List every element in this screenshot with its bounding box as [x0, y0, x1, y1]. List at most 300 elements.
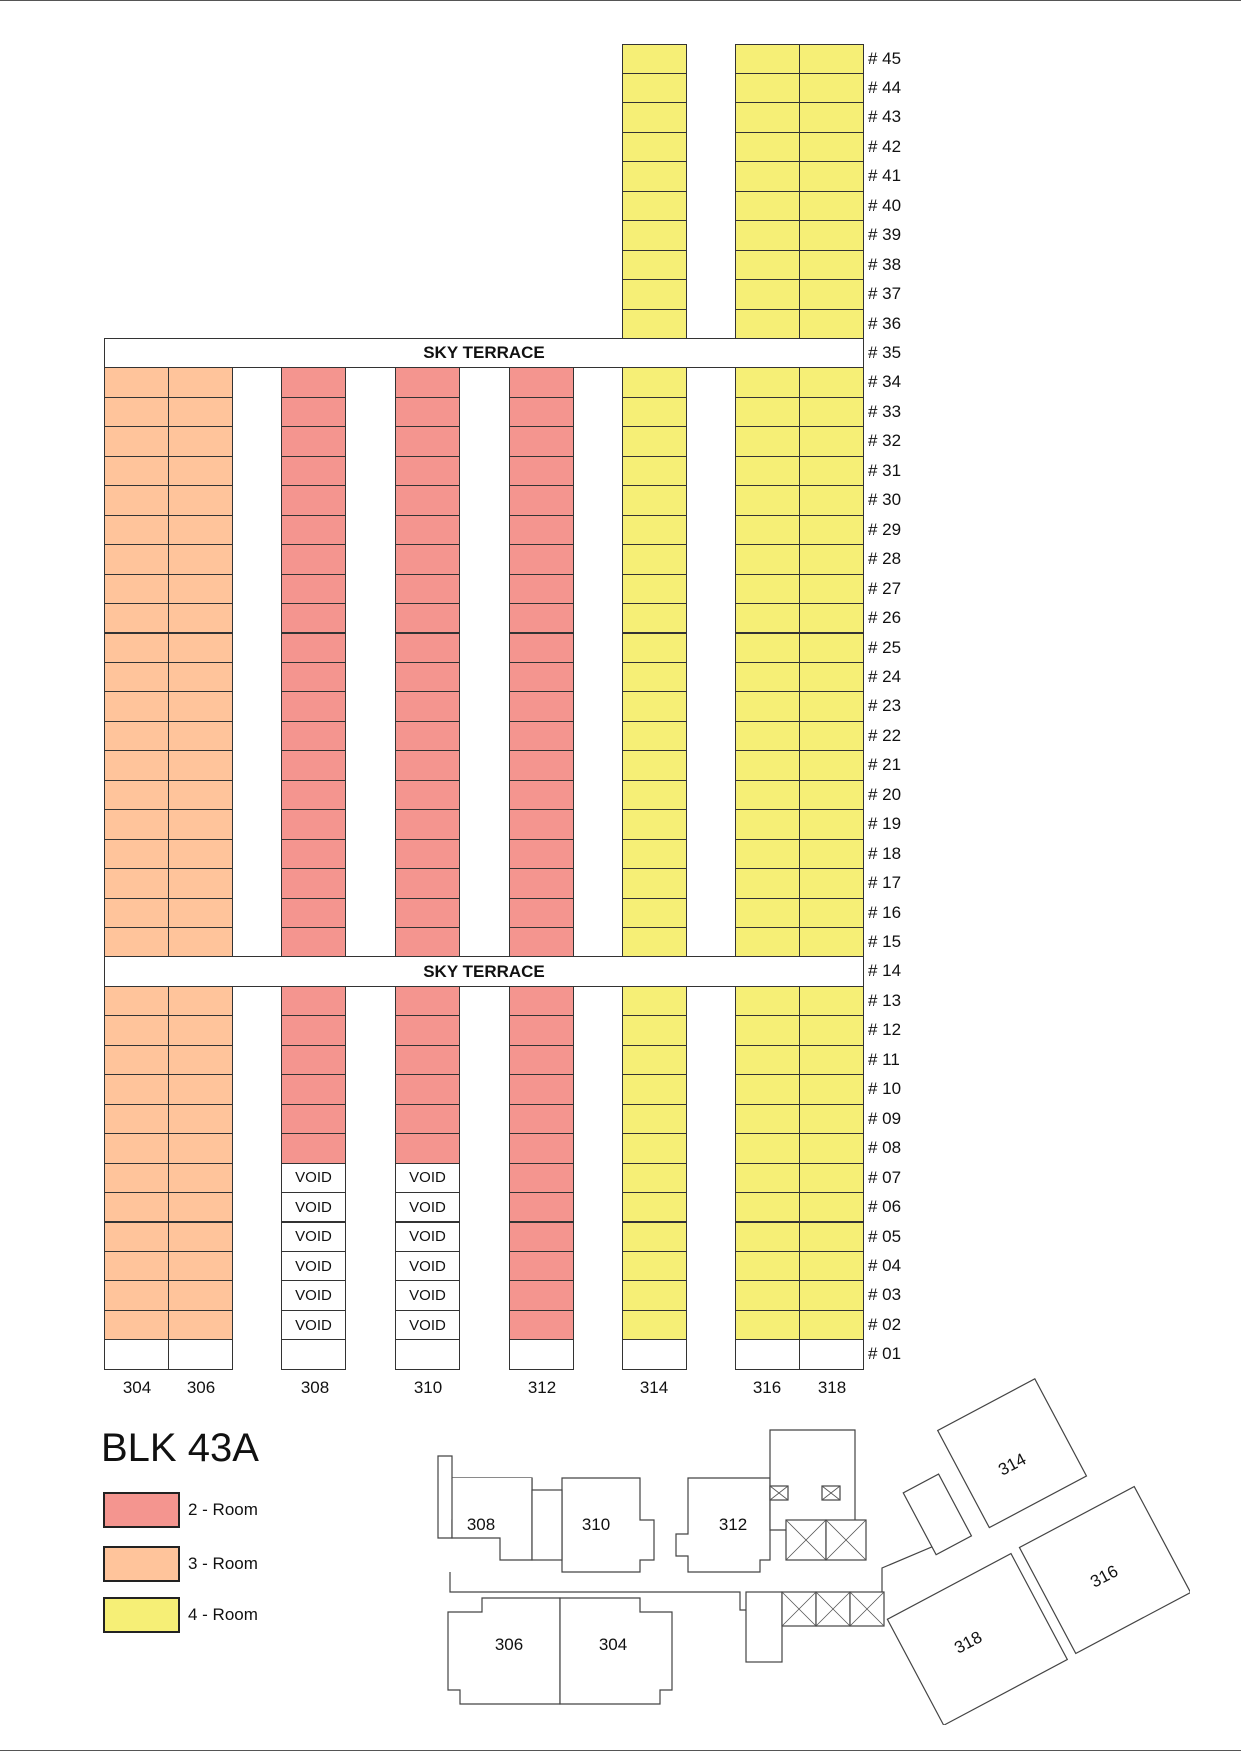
- void-cell: VOID: [281, 1280, 346, 1310]
- unit-cell-316: [735, 1074, 800, 1104]
- key-plan: [430, 1355, 1190, 1725]
- plan-stair-core: [532, 1490, 562, 1560]
- unit-cell-310: [395, 839, 460, 869]
- unit-cell-306: [168, 691, 233, 721]
- plan-service-block: [770, 1430, 855, 1530]
- unit-label-314: 314: [639, 1378, 669, 1397]
- floor-label: # 21: [868, 755, 902, 775]
- void-cell: VOID: [281, 1222, 346, 1252]
- unit-cell-314: [622, 456, 687, 486]
- unit-cell-314: [622, 1251, 687, 1281]
- unit-cell-304: [104, 544, 169, 574]
- unit-cell-310: [395, 1015, 460, 1045]
- unit-cell-308: [281, 1133, 346, 1163]
- floor-label: # 10: [868, 1079, 902, 1099]
- unit-cell-316: [735, 367, 800, 397]
- unit-cell-312: [509, 515, 574, 545]
- unit-cell-312: [509, 721, 574, 751]
- unit-cell-308: [281, 1045, 346, 1075]
- unit-cell-312: [509, 1222, 574, 1252]
- unit-cell-314: [622, 485, 687, 515]
- unit-cell-312: [509, 633, 574, 663]
- unit-cell-306: [168, 633, 233, 663]
- unit-cell-308: [281, 662, 346, 692]
- unit-cell-304: [104, 1104, 169, 1134]
- unit-cell-306: [168, 1192, 233, 1222]
- unit-cell-314: [622, 1163, 687, 1193]
- unit-cell-314: [622, 839, 687, 869]
- unit-cell-310: [395, 780, 460, 810]
- unit-cell-310: [395, 1045, 460, 1075]
- unit-cell-316: [735, 220, 800, 250]
- void-cell: VOID: [395, 1310, 460, 1340]
- unit-cell-304: [104, 750, 169, 780]
- unit-cell-310: [395, 750, 460, 780]
- unit-cell-306: [168, 662, 233, 692]
- unit-cell-310: [395, 809, 460, 839]
- unit-cell-318: [799, 1222, 864, 1252]
- ground-floor-cell: [168, 1339, 233, 1369]
- unit-cell-312: [509, 544, 574, 574]
- unit-label-316: 316: [752, 1378, 782, 1397]
- unit-cell-312: [509, 1163, 574, 1193]
- unit-cell-304: [104, 426, 169, 456]
- unit-cell-314: [622, 397, 687, 427]
- unit-cell-318: [799, 397, 864, 427]
- unit-cell-318: [799, 485, 864, 515]
- unit-cell-310: [395, 367, 460, 397]
- unit-cell-304: [104, 1133, 169, 1163]
- unit-cell-318: [799, 220, 864, 250]
- unit-cell-312: [509, 1280, 574, 1310]
- unit-cell-304: [104, 691, 169, 721]
- unit-cell-318: [799, 44, 864, 74]
- unit-cell-316: [735, 633, 800, 663]
- unit-cell-304: [104, 1192, 169, 1222]
- legend-label-3-room: 3 - Room: [188, 1554, 258, 1573]
- unit-cell-314: [622, 1015, 687, 1045]
- unit-cell-310: [395, 986, 460, 1016]
- unit-cell-316: [735, 1310, 800, 1340]
- unit-cell-308: [281, 868, 346, 898]
- unit-cell-318: [799, 191, 864, 221]
- unit-cell-316: [735, 780, 800, 810]
- unit-cell-318: [799, 426, 864, 456]
- plan-label-314: 314: [995, 1449, 1030, 1480]
- unit-cell-308: [281, 986, 346, 1016]
- unit-cell-310: [395, 485, 460, 515]
- unit-cell-314: [622, 1280, 687, 1310]
- unit-cell-312: [509, 1192, 574, 1222]
- unit-cell-308: [281, 1104, 346, 1134]
- floor-label: # 02: [868, 1314, 902, 1334]
- unit-cell-310: [395, 426, 460, 456]
- unit-cell-304: [104, 1163, 169, 1193]
- unit-cell-318: [799, 1251, 864, 1281]
- unit-cell-310: [395, 927, 460, 957]
- floor-label: # 08: [868, 1138, 902, 1158]
- unit-cell-304: [104, 485, 169, 515]
- void-cell: VOID: [281, 1310, 346, 1340]
- unit-cell-314: [622, 309, 687, 339]
- unit-cell-316: [735, 839, 800, 869]
- floor-label: # 18: [868, 843, 902, 863]
- unit-cell-318: [799, 662, 864, 692]
- plan-label-308: 308: [466, 1515, 496, 1534]
- unit-cell-314: [622, 132, 687, 162]
- floor-label: # 12: [868, 1020, 902, 1040]
- void-cell: VOID: [281, 1163, 346, 1193]
- floor-label: # 01: [868, 1344, 902, 1364]
- unit-cell-316: [735, 426, 800, 456]
- unit-cell-312: [509, 809, 574, 839]
- unit-cell-316: [735, 1163, 800, 1193]
- unit-label-306: 306: [186, 1378, 216, 1397]
- unit-label-318: 318: [817, 1378, 847, 1397]
- floor-label: # 44: [868, 77, 902, 97]
- unit-cell-310: [395, 721, 460, 751]
- unit-cell-314: [622, 603, 687, 633]
- floor-label: # 23: [868, 696, 902, 716]
- floor-label: # 33: [868, 401, 902, 421]
- plan-unit-314-stair: [903, 1474, 971, 1555]
- legend-swatch-2-room: [103, 1492, 180, 1528]
- unit-cell-306: [168, 1222, 233, 1252]
- unit-cell-304: [104, 633, 169, 663]
- unit-cell-310: [395, 691, 460, 721]
- legend-swatch-3-room: [103, 1546, 180, 1582]
- floor-label: # 37: [868, 284, 902, 304]
- unit-cell-316: [735, 132, 800, 162]
- unit-cell-318: [799, 1045, 864, 1075]
- unit-cell-312: [509, 1104, 574, 1134]
- unit-cell-308: [281, 544, 346, 574]
- unit-cell-308: [281, 750, 346, 780]
- floor-label: # 03: [868, 1285, 902, 1305]
- unit-cell-314: [622, 633, 687, 663]
- void-cell: VOID: [395, 1251, 460, 1281]
- unit-cell-318: [799, 633, 864, 663]
- floor-label: # 05: [868, 1226, 902, 1246]
- unit-cell-318: [799, 1192, 864, 1222]
- unit-cell-306: [168, 603, 233, 633]
- unit-cell-310: [395, 397, 460, 427]
- unit-cell-314: [622, 721, 687, 751]
- unit-cell-316: [735, 1133, 800, 1163]
- unit-cell-312: [509, 1045, 574, 1075]
- unit-cell-306: [168, 1133, 233, 1163]
- unit-cell-314: [622, 868, 687, 898]
- unit-cell-304: [104, 1015, 169, 1045]
- unit-cell-304: [104, 1045, 169, 1075]
- unit-cell-304: [104, 367, 169, 397]
- floor-label: # 04: [868, 1255, 902, 1275]
- unit-cell-308: [281, 691, 346, 721]
- unit-cell-318: [799, 1074, 864, 1104]
- unit-cell-310: [395, 633, 460, 663]
- floor-label: # 35: [868, 343, 902, 362]
- unit-cell-316: [735, 250, 800, 280]
- plan-lower-stair: [746, 1592, 782, 1662]
- unit-cell-306: [168, 1280, 233, 1310]
- unit-cell-306: [168, 868, 233, 898]
- unit-label-304: 304: [122, 1378, 152, 1397]
- unit-cell-304: [104, 898, 169, 928]
- plan-label-318: 318: [951, 1627, 986, 1658]
- floor-label: # 34: [868, 372, 902, 392]
- unit-cell-316: [735, 662, 800, 692]
- unit-cell-306: [168, 927, 233, 957]
- unit-cell-312: [509, 780, 574, 810]
- floor-label: # 31: [868, 460, 902, 480]
- floor-label: # 40: [868, 195, 902, 215]
- floor-label: # 14: [868, 961, 902, 981]
- unit-cell-318: [799, 986, 864, 1016]
- unit-cell-304: [104, 986, 169, 1016]
- unit-cell-308: [281, 603, 346, 633]
- unit-cell-312: [509, 1133, 574, 1163]
- unit-cell-306: [168, 1251, 233, 1281]
- floor-label: # 43: [868, 107, 902, 127]
- unit-cell-314: [622, 515, 687, 545]
- unit-cell-318: [799, 809, 864, 839]
- unit-cell-314: [622, 1192, 687, 1222]
- floor-label: # 16: [868, 902, 902, 922]
- void-cell: VOID: [281, 1192, 346, 1222]
- unit-cell-312: [509, 839, 574, 869]
- unit-cell-318: [799, 927, 864, 957]
- unit-cell-318: [799, 367, 864, 397]
- unit-cell-312: [509, 456, 574, 486]
- floor-label: # 45: [868, 48, 902, 68]
- floor-label: # 42: [868, 136, 902, 156]
- unit-cell-316: [735, 44, 800, 74]
- unit-cell-306: [168, 426, 233, 456]
- unit-cell-318: [799, 1133, 864, 1163]
- unit-cell-314: [622, 809, 687, 839]
- unit-cell-314: [622, 780, 687, 810]
- unit-cell-316: [735, 691, 800, 721]
- unit-label-310: 310: [413, 1378, 443, 1397]
- unit-cell-312: [509, 868, 574, 898]
- unit-cell-314: [622, 44, 687, 74]
- unit-cell-304: [104, 780, 169, 810]
- unit-cell-314: [622, 161, 687, 191]
- unit-cell-316: [735, 1222, 800, 1252]
- unit-cell-318: [799, 574, 864, 604]
- unit-cell-306: [168, 397, 233, 427]
- unit-cell-306: [168, 986, 233, 1016]
- unit-cell-314: [622, 986, 687, 1016]
- unit-cell-306: [168, 1015, 233, 1045]
- unit-cell-314: [622, 1045, 687, 1075]
- unit-cell-306: [168, 839, 233, 869]
- unit-cell-310: [395, 515, 460, 545]
- unit-cell-314: [622, 1222, 687, 1252]
- unit-cell-314: [622, 279, 687, 309]
- unit-cell-318: [799, 868, 864, 898]
- unit-cell-314: [622, 662, 687, 692]
- unit-cell-304: [104, 574, 169, 604]
- unit-cell-304: [104, 839, 169, 869]
- unit-cell-314: [622, 250, 687, 280]
- unit-cell-310: [395, 1133, 460, 1163]
- unit-cell-316: [735, 809, 800, 839]
- unit-cell-316: [735, 1015, 800, 1045]
- unit-cell-314: [622, 102, 687, 132]
- floor-label: # 09: [868, 1108, 902, 1128]
- unit-cell-314: [622, 574, 687, 604]
- unit-cell-316: [735, 603, 800, 633]
- unit-cell-310: [395, 574, 460, 604]
- unit-cell-314: [622, 73, 687, 103]
- unit-cell-318: [799, 1163, 864, 1193]
- unit-cell-314: [622, 191, 687, 221]
- unit-cell-310: [395, 868, 460, 898]
- void-cell: VOID: [395, 1280, 460, 1310]
- unit-cell-318: [799, 132, 864, 162]
- unit-cell-312: [509, 426, 574, 456]
- unit-cell-312: [509, 898, 574, 928]
- unit-cell-316: [735, 73, 800, 103]
- block-title: BLK 43A: [101, 1426, 259, 1470]
- unit-cell-312: [509, 750, 574, 780]
- unit-cell-316: [735, 898, 800, 928]
- legend-label-2-room: 2 - Room: [188, 1500, 258, 1519]
- unit-cell-312: [509, 1310, 574, 1340]
- unit-cell-308: [281, 397, 346, 427]
- unit-cell-306: [168, 898, 233, 928]
- floor-label: # 36: [868, 313, 902, 333]
- unit-cell-318: [799, 1280, 864, 1310]
- sky-terrace-35: SKY TERRACE: [104, 338, 864, 368]
- unit-cell-314: [622, 220, 687, 250]
- unit-cell-318: [799, 279, 864, 309]
- sky-terrace-14: SKY TERRACE: [104, 956, 864, 986]
- floor-label: # 20: [868, 784, 902, 804]
- unit-cell-310: [395, 456, 460, 486]
- unit-cell-316: [735, 279, 800, 309]
- unit-cell-310: [395, 1074, 460, 1104]
- unit-cell-306: [168, 809, 233, 839]
- plan-label-312: 312: [718, 1515, 748, 1534]
- unit-cell-316: [735, 986, 800, 1016]
- ground-floor-cell: [104, 1339, 169, 1369]
- unit-cell-316: [735, 309, 800, 339]
- unit-cell-316: [735, 515, 800, 545]
- unit-cell-308: [281, 780, 346, 810]
- unit-cell-314: [622, 367, 687, 397]
- unit-cell-318: [799, 102, 864, 132]
- unit-cell-306: [168, 1104, 233, 1134]
- unit-cell-316: [735, 1280, 800, 1310]
- unit-cell-316: [735, 927, 800, 957]
- unit-cell-304: [104, 456, 169, 486]
- plan-label-306: 306: [494, 1635, 524, 1654]
- unit-cell-306: [168, 544, 233, 574]
- unit-cell-316: [735, 485, 800, 515]
- unit-cell-308: [281, 721, 346, 751]
- unit-cell-316: [735, 161, 800, 191]
- unit-cell-308: [281, 426, 346, 456]
- unit-cell-318: [799, 161, 864, 191]
- floor-label: # 28: [868, 549, 902, 569]
- unit-cell-304: [104, 809, 169, 839]
- floor-label: # 39: [868, 225, 902, 245]
- unit-cell-306: [168, 456, 233, 486]
- unit-cell-314: [622, 750, 687, 780]
- plan-label-316: 316: [1087, 1561, 1122, 1592]
- unit-label-312: 312: [527, 1378, 557, 1397]
- unit-cell-304: [104, 1074, 169, 1104]
- unit-label-308: 308: [300, 1378, 330, 1397]
- floor-label: # 41: [868, 166, 902, 186]
- unit-cell-316: [735, 750, 800, 780]
- unit-cell-310: [395, 898, 460, 928]
- void-cell: VOID: [281, 1251, 346, 1281]
- floor-label: # 06: [868, 1197, 902, 1217]
- floor-label: # 24: [868, 666, 902, 686]
- unit-cell-316: [735, 1045, 800, 1075]
- unit-cell-304: [104, 603, 169, 633]
- unit-cell-312: [509, 662, 574, 692]
- unit-cell-318: [799, 456, 864, 486]
- unit-cell-304: [104, 1222, 169, 1252]
- floor-label: # 25: [868, 637, 902, 657]
- floor-label: # 07: [868, 1167, 902, 1187]
- unit-cell-308: [281, 898, 346, 928]
- unit-cell-308: [281, 367, 346, 397]
- floor-label: # 22: [868, 725, 902, 745]
- unit-cell-308: [281, 1015, 346, 1045]
- unit-cell-312: [509, 691, 574, 721]
- unit-cell-306: [168, 1045, 233, 1075]
- unit-cell-318: [799, 250, 864, 280]
- unit-cell-318: [799, 1015, 864, 1045]
- unit-cell-316: [735, 1192, 800, 1222]
- unit-cell-308: [281, 809, 346, 839]
- unit-cell-314: [622, 927, 687, 957]
- floor-label: # 38: [868, 254, 902, 274]
- unit-cell-318: [799, 691, 864, 721]
- unit-cell-312: [509, 1074, 574, 1104]
- unit-cell-304: [104, 868, 169, 898]
- unit-cell-318: [799, 1310, 864, 1340]
- unit-cell-306: [168, 1310, 233, 1340]
- unit-cell-304: [104, 515, 169, 545]
- unit-cell-314: [622, 691, 687, 721]
- unit-cell-304: [104, 721, 169, 751]
- unit-cell-314: [622, 1074, 687, 1104]
- unit-cell-314: [622, 1310, 687, 1340]
- unit-cell-316: [735, 191, 800, 221]
- unit-cell-308: [281, 927, 346, 957]
- floor-label: # 32: [868, 431, 902, 451]
- unit-cell-312: [509, 1251, 574, 1281]
- legend-label-4-room: 4 - Room: [188, 1605, 258, 1624]
- unit-cell-312: [509, 603, 574, 633]
- floor-label: # 15: [868, 932, 902, 951]
- floor-label: # 13: [868, 990, 902, 1010]
- unit-cell-312: [509, 574, 574, 604]
- unit-cell-318: [799, 1104, 864, 1134]
- unit-cell-318: [799, 603, 864, 633]
- unit-cell-318: [799, 721, 864, 751]
- unit-cell-312: [509, 1015, 574, 1045]
- unit-cell-306: [168, 721, 233, 751]
- unit-cell-314: [622, 1133, 687, 1163]
- unit-cell-318: [799, 73, 864, 103]
